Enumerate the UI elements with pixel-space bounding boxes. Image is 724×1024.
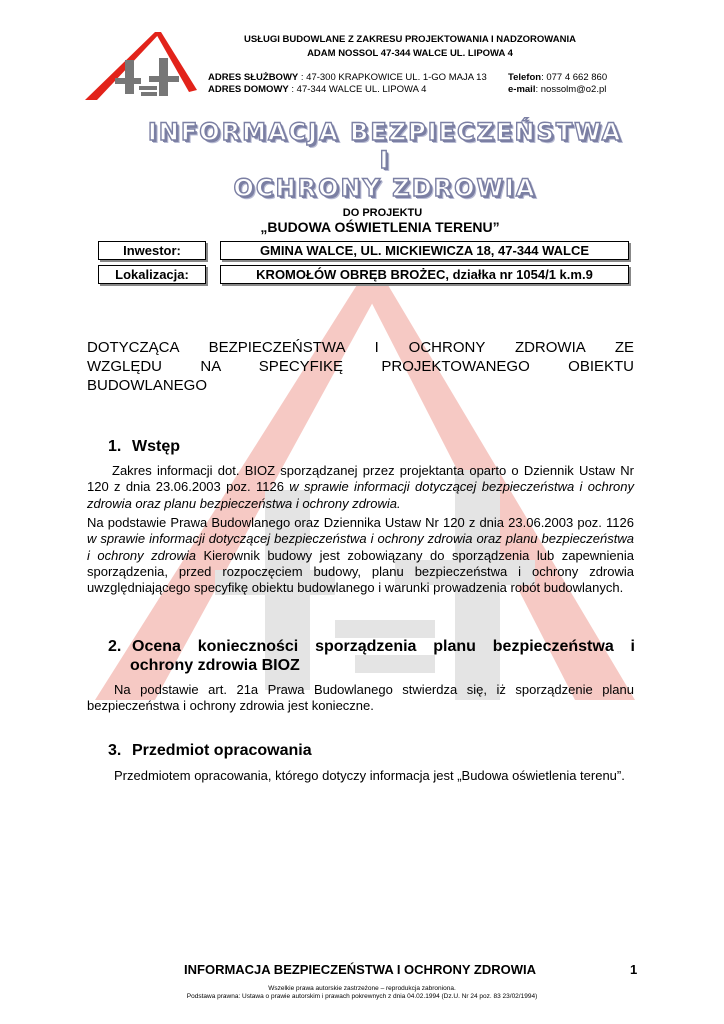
section-1-p2-rest: Kierownik budowy jest zobowiązany do sporządzenia lub zapewnienia sporządzenia, przed rozpoczęciem budowy, planu bezpieczeństwa i ochrony zdrowia uwzględniającego specyfikę obiektu budowlanego i warunki prowadzenia robót budowlanych. xyxy=(87,547,634,596)
home-address xyxy=(208,84,426,95)
title-line-2: I xyxy=(379,146,391,174)
main-heading-line-3: BUDOWLANEGO xyxy=(87,377,208,394)
home-address-value: : 47-344 WALCE UL. LIPOWA 4 xyxy=(288,84,427,95)
section-2-title-line-1: Ocena konieczności sporządzenia planu bezpieczeństwa i xyxy=(132,638,635,655)
main-heading-line-1: DOTYCZĄCA BEZPIECZEŃSTWA I OCHRONY ZDROWIA ZE xyxy=(87,339,634,356)
location-value: KROMOŁÓW OBRĘB BROŻEC, działka nr 1054/1 k.m.9 xyxy=(220,265,629,284)
email-label: e-mail xyxy=(508,84,536,95)
section-1-p2-italic: w sprawie informacji dotyczącej bezpieczeństwa i ochrony zdrowia oraz planu bezpieczeństwa i ochrony zdrowia xyxy=(87,531,634,563)
location-label: Lokalizacja: xyxy=(98,265,206,284)
company-logo xyxy=(85,30,197,100)
project-intro: DO PROJEKTU xyxy=(342,207,423,219)
business-address-label: ADRES SŁUŻBOWY xyxy=(208,72,299,83)
main-heading xyxy=(87,338,634,395)
section-1-p2-text: Na podstawie Prawa Budowlanego oraz Dziennika Ustaw Nr 120 z dnia 23.06.2003 poz. 1126 xyxy=(87,515,634,530)
company-name: USŁUGI BUDOWLANE Z ZAKRESU PROJEKTOWANIA I NADZOROWANIA xyxy=(244,34,576,45)
section-1-paragraph-1 xyxy=(87,463,634,512)
section-2-number: 2. xyxy=(108,638,122,655)
email xyxy=(508,84,606,95)
section-1-heading xyxy=(108,438,180,456)
business-address xyxy=(208,72,487,83)
email-value: : nossolm@o2.pl xyxy=(535,84,607,95)
investor-value: GMINA WALCE, UL. MICKIEWICZA 18, 47-344 WALCE xyxy=(220,241,629,260)
page-number: 1 xyxy=(630,962,638,977)
section-2-paragraph: Na podstawie art. 21a Prawa Budowlanego stwierdza się, iż sporządzenie planu bezpieczeństwa i ochrony zdrowia jest konieczne. xyxy=(87,682,634,714)
footer-copyright: Wszelkie prawa autorskie zastrzeżone – reprodukcja zabroniona. xyxy=(268,985,456,992)
section-1-p1-text: Zakres informacji dot. BIOZ sporządzanej przez projektanta oparto o Dziennik Ustaw Nr 120 z dnia 23.06.2003 poz. 1126 xyxy=(87,463,634,495)
section-1-title: Wstęp xyxy=(132,438,180,455)
business-address-value: : 47-300 KRAPKOWICE UL. 1-GO MAJA 13 xyxy=(298,72,487,83)
section-3-heading xyxy=(108,742,312,760)
section-2-heading xyxy=(108,638,635,675)
phone-label: Telefon xyxy=(508,72,542,83)
section-1-p1-italic: w sprawie informacji dotyczącej bezpieczeństwa i ochrony zdrowia oraz planu bezpieczeństwa i ochrony zdrowia. xyxy=(87,479,634,511)
section-3-number: 3. xyxy=(108,742,122,759)
home-address-label: ADRES DOMOWY xyxy=(208,84,289,95)
investor-label: Inwestor: xyxy=(98,241,206,260)
section-3-paragraph: Przedmiotem opracowania, którego dotyczy informacja jest „Budowa oświetlenia terenu”. xyxy=(114,768,625,783)
phone xyxy=(508,72,607,83)
title-line-1: INFORMACJA BEZPIECZEŃSTWA xyxy=(147,118,623,146)
title-line-3: OCHRONY ZDROWIA xyxy=(233,174,537,202)
section-2-title-line-2: ochrony zdrowia BIOZ xyxy=(130,657,300,674)
section-1-number: 1. xyxy=(108,438,122,455)
company-owner: ADAM NOSSOL 47-344 WALCE UL. LIPOWA 4 xyxy=(307,48,513,59)
phone-value: : 077 4 662 860 xyxy=(541,72,608,83)
section-3-title: Przedmiot opracowania xyxy=(132,742,312,759)
footer-title: INFORMACJA BEZPIECZEŃSTWA I OCHRONY ZDROWIA xyxy=(184,962,536,977)
footer-legal-basis: Podstawa prawna: Ustawa o prawie autorskim i prawach pokrewnych z dnia 04.02.1994 (Dz.U. Nr 24 poz. 83 23/02/1994) xyxy=(186,993,538,1000)
document-title xyxy=(120,118,650,202)
section-1-paragraph-2 xyxy=(87,515,634,596)
main-heading-line-2: WZGLĘDU NA SPECYFIKĘ PROJEKTOWANEGO OBIEKTU xyxy=(87,358,634,375)
project-name: „BUDOWA OŚWIETLENIA TERENU” xyxy=(260,219,500,235)
